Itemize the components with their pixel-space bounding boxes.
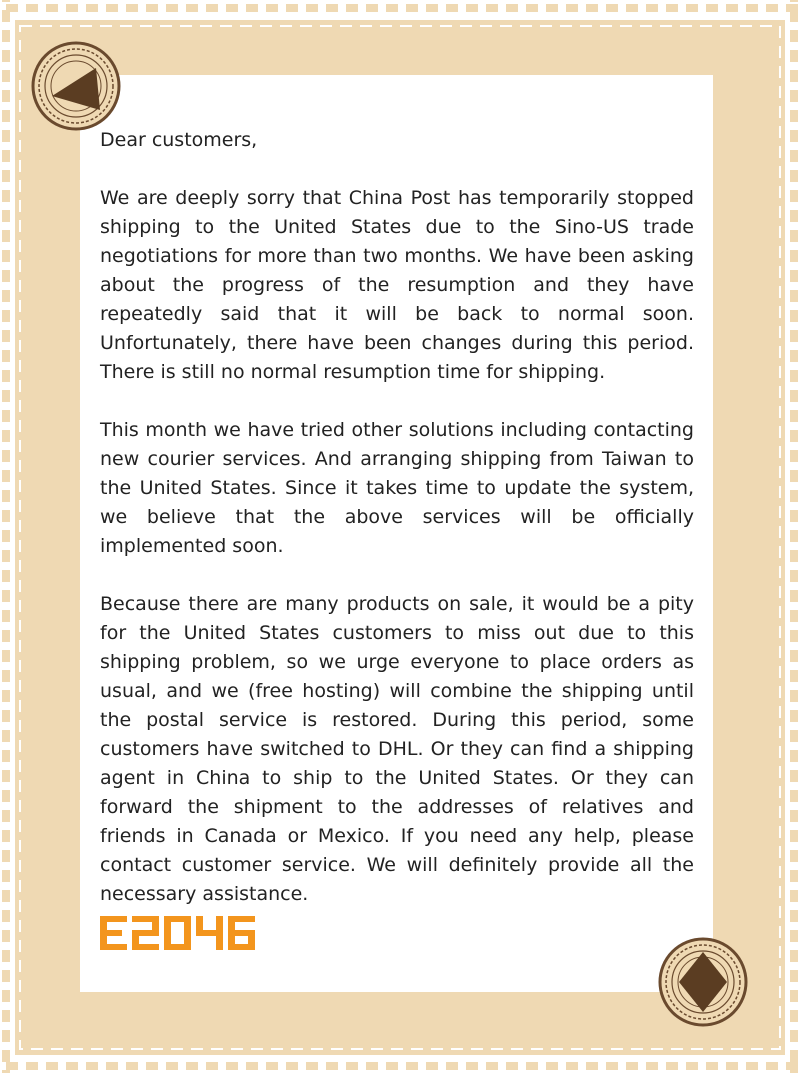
- postmark-diamond-icon: [657, 936, 749, 1028]
- letter-paragraph-3: Because there are many products on sale, it would be a pity for the United States customers to miss out due to this shipping problem, so we urge everyone to place orders as usual, and we (free hosting) will combine the shipping until the postal service is restored. During this period, some customers have switched to DHL. Or they can find a shipping agent in China to ship to the United States. Or they can forward the shipment to the addresses of relatives and friends in Canada or Mexico. If you need any help, please contact customer service. We will definitely provide all the necessary assistance.: [100, 593, 694, 905]
- letter-greeting: Dear customers,: [100, 129, 258, 151]
- postmark-triangle-icon: [30, 40, 122, 132]
- letter-body: [100, 126, 694, 909]
- brand-logo: [100, 912, 264, 952]
- letter-paragraph-1: We are deeply sorry that China Post has temporarily stopped shipping to the United States due to the Sino-US trade negotiations for more than two months. We have been asking about the progress of the resumption and they have repeatedly said that it will be back to normal soon. Unfortunately, there have been changes during this period. There is still no normal resumption time for shipping.: [100, 187, 694, 383]
- letter-paragraph-2: This month we have tried other solutions including contacting new courier services. And arranging shipping from Taiwan to the United States. Since it takes time to update the system, we believe that the above services will be officially implemented soon.: [100, 419, 694, 557]
